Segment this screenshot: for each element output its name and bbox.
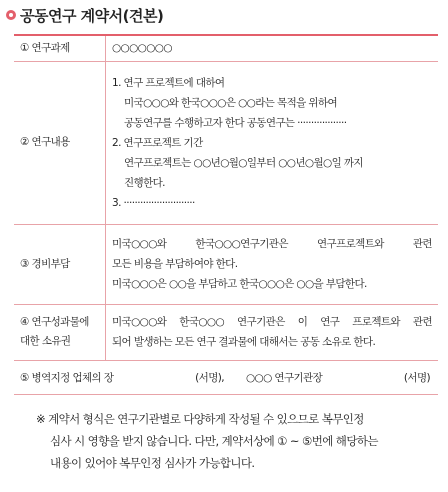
row-label: ③ 경비부담 — [14, 224, 106, 304]
footnote-line: 심사 시 영향을 받지 않습니다. 다만, 계약서상에 ① ~ ⑤번에 해당하는 — [50, 434, 378, 448]
row-content — [106, 35, 439, 61]
research-project-name: ○○○○○○○ — [112, 42, 172, 55]
institute-head-label: ○○○ 연구기관장 — [245, 371, 323, 384]
word: 연구 — [320, 316, 340, 328]
content-item-title: 3. ·························· — [112, 196, 195, 209]
row-label-line: 대한 소유권 — [20, 335, 71, 347]
row-content — [106, 304, 439, 360]
table-row-research-project — [14, 35, 438, 61]
row-label: ② 연구내용 — [14, 61, 106, 224]
content-item-title: 2. 연구프로젝트 기간 — [112, 136, 203, 149]
table-row-expense-sharing — [14, 224, 438, 304]
footnote-line: ※ 계약서 형식은 연구기관별로 다양하게 작성될 수 있으므로 복무인정 — [36, 412, 364, 426]
signature-mark: (서명) — [403, 371, 430, 384]
content-item-line: 공동연구를 수행하고자 한다 공동연구는 ·················· — [124, 116, 347, 129]
word: 연구기관은 — [237, 316, 285, 328]
content-item-line: 진행한다. — [124, 176, 165, 189]
signature-row — [14, 361, 438, 394]
company-head-label: ⑤ 병역지정 업체의 장 — [20, 371, 114, 384]
row-label — [14, 304, 106, 360]
content-item-title: 1. 연구 프로젝트에 대하여 — [112, 76, 225, 89]
footnote — [36, 408, 424, 474]
signature-middle — [195, 370, 322, 385]
row-content — [106, 61, 439, 224]
word: 미국○○○와 — [112, 238, 167, 250]
circle-bullet-icon — [6, 10, 16, 20]
word: 관련 — [412, 238, 432, 250]
word: 한국○○○ — [179, 316, 225, 328]
row-label: ① 연구과제 — [14, 35, 106, 61]
document-title: 공동연구 계약서(견본) — [20, 6, 164, 25]
document-title-row — [6, 4, 163, 26]
ownership-line-2: 되어 발생하는 모든 연구 결과물에 대해서는 공동 소유로 한다. — [112, 336, 376, 348]
word: 미국○○○와 — [112, 316, 167, 328]
word: 연구프로젝트와 — [316, 238, 384, 250]
expense-line-2: 모든 비용을 부담하여야 한다. — [112, 258, 238, 270]
table-row-signature — [14, 360, 438, 394]
content-item-line: 미국○○○와 한국○○○은 ○○라는 목적을 위하여 — [124, 96, 338, 109]
contract-table — [14, 34, 438, 395]
word: 이 — [297, 316, 308, 328]
signature-mark: (서명), — [195, 371, 224, 384]
row-content — [106, 224, 439, 304]
row-label-line: ④ 연구성과물에 — [20, 316, 89, 328]
word: 프로젝트와 — [352, 316, 400, 328]
expense-line-1 — [112, 234, 432, 254]
expense-line-3: 미국○○○은 ○○을 부담하고 한국○○○은 ○○을 부담한다. — [112, 278, 367, 290]
word: 한국○○○연구기관은 — [195, 238, 288, 250]
table-row-research-content — [14, 61, 438, 224]
ownership-line-1 — [112, 312, 432, 332]
word: 관련 — [412, 316, 432, 328]
table-row-ownership — [14, 304, 438, 360]
signature-cell — [14, 360, 438, 394]
footnote-line: 내용이 있어야 복무인정 심사가 가능합니다. — [50, 456, 255, 470]
content-item-line: 연구프로젝트는 ○○년○월○일부터 ○○년○월○일 까지 — [124, 156, 363, 169]
